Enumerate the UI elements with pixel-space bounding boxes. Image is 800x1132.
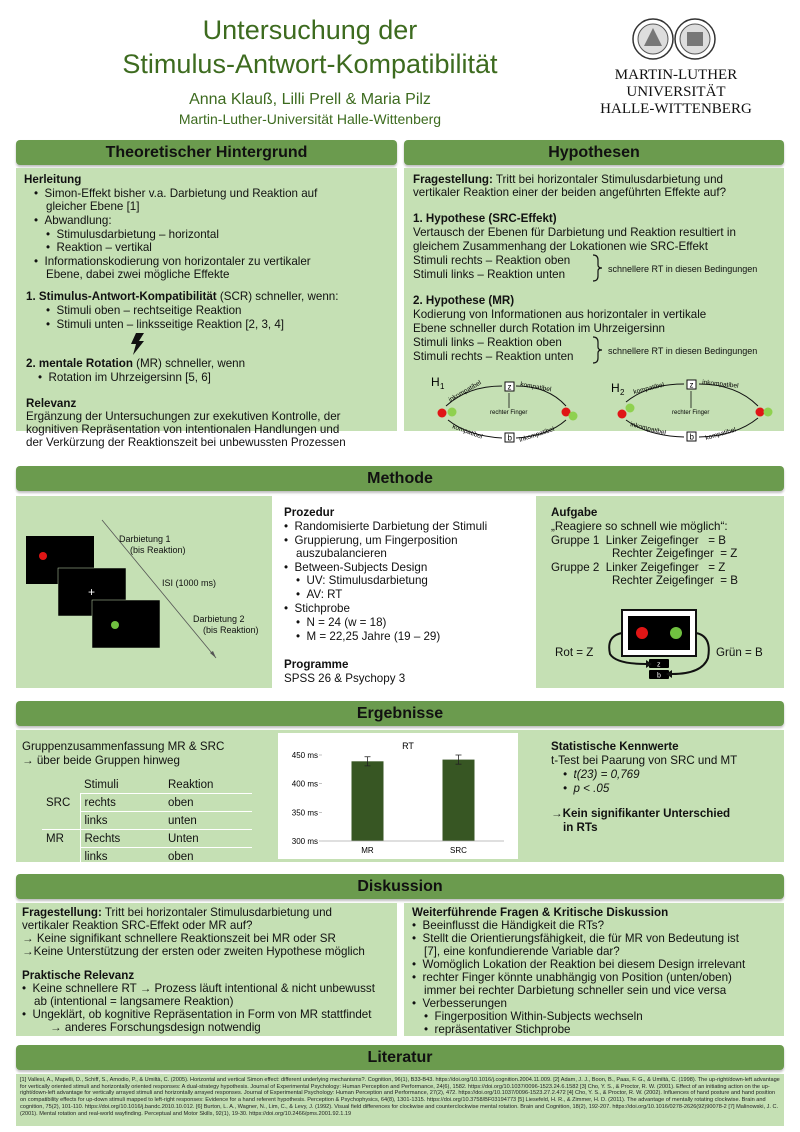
key-z: z bbox=[657, 661, 661, 669]
h-bullet2a: • Stimulusdarbietung – horizontal bbox=[46, 228, 219, 241]
disc-q-l4: →Keine Unterstützung der ersten oder zweiten Hypothese möglich bbox=[22, 945, 365, 958]
response-mapping-figure bbox=[588, 606, 728, 684]
results-table bbox=[42, 776, 252, 865]
h1-l4: Stimuli links – Reaktion unten bbox=[413, 268, 566, 281]
text: Womöglich Lokation der Reaktion bei diesem Design irrelevant bbox=[422, 958, 746, 971]
disc-q-l2: vertikaler Reaktion SRC-Effekt oder MR auf? bbox=[22, 919, 253, 932]
text: Ungeklärt, ob kognitive Repräsentation in Form von MR stattfindet bbox=[32, 1008, 372, 1021]
prak-b1-l1: • Keine schnellere RT → Prozess läuft intentional & nicht unbewusst bbox=[22, 982, 375, 995]
rot-label: Rot = Z bbox=[555, 646, 594, 659]
mr-heading bbox=[26, 357, 245, 371]
text: Stichprobe bbox=[294, 602, 350, 615]
logo-text-line1: MARTIN-LUTHER bbox=[614, 67, 738, 83]
prog-text: SPSS 26 & Psychopy 3 bbox=[284, 672, 406, 685]
summary-l1: Gruppenzusammenfassung MR & SRC bbox=[22, 740, 225, 753]
h2-l2: Ebene schneller durch Rotation im Uhrzeigersinn bbox=[413, 322, 665, 335]
table-header: Reaktion bbox=[164, 776, 252, 794]
d1-kompatibel-top: kompatibel bbox=[519, 381, 552, 394]
proc-b4: • Stichprobe bbox=[284, 602, 350, 615]
y-tick-label: 300 ms bbox=[291, 837, 318, 846]
summary-l2: → über beide Gruppen hinweg bbox=[22, 754, 180, 767]
text: Fingerposition Within-Subjects wechseln bbox=[434, 1010, 643, 1023]
scr-heading bbox=[26, 290, 338, 304]
table-cell bbox=[42, 848, 80, 866]
text: t(23) = 0,769 bbox=[573, 768, 640, 781]
table-cell: rechts bbox=[80, 794, 164, 812]
disc-q-l3: → Keine signifikant schnellere Reaktionszeit bei MR oder SR bbox=[22, 932, 336, 945]
table-header: Stimuli bbox=[80, 776, 164, 794]
discussion-banner bbox=[16, 874, 784, 899]
method-banner bbox=[16, 466, 784, 491]
group1-a: Gruppe 1 Linker Zeigefinger = B bbox=[551, 534, 726, 547]
table-cell: links bbox=[84, 850, 108, 863]
text: Stellt die Orientierungsfähigkeit, die für MR von Bedeutung ist bbox=[422, 932, 739, 945]
prak-title: Praktische Relevanz bbox=[22, 969, 135, 982]
text: Beeinflusst die Händigkeit die RTs? bbox=[422, 919, 605, 932]
d2-inkompatibel-bottom: inkompatibel bbox=[629, 421, 667, 437]
screen-2 bbox=[92, 600, 160, 648]
green-dot bbox=[626, 404, 635, 413]
h1-note: schnellere RT in diesen Bedingungen bbox=[608, 264, 758, 274]
h1-l2: gleichem Zusammenhang der Lokationen wie SRC-Effekt bbox=[413, 240, 708, 253]
green-dot bbox=[569, 412, 578, 421]
text: Gruppierung, um Fingerposition bbox=[294, 534, 458, 547]
table-header bbox=[42, 776, 80, 794]
h-bullet3-l2: Ebene, dabei zwei mögliche Effekte bbox=[46, 268, 230, 281]
hypotheses-banner bbox=[404, 140, 784, 165]
text: Reaktion – vertikal bbox=[56, 241, 152, 254]
y-tick-label: 400 ms bbox=[291, 779, 318, 789]
table-cell: Unten bbox=[164, 830, 252, 848]
rt-bar-chart bbox=[278, 733, 518, 859]
group2-a: Gruppe 2 Linker Zeigefinger = Z bbox=[551, 561, 726, 574]
results-banner bbox=[16, 701, 784, 726]
stimulus-sequence-figure bbox=[16, 496, 272, 688]
h2-l4: Stimuli rechts – Reaktion unten bbox=[413, 350, 574, 363]
discussion-heading: Diskussion bbox=[357, 878, 443, 895]
table-cell: unten bbox=[164, 812, 252, 830]
table-row bbox=[42, 848, 252, 866]
further-b4-l2: immer bei rechter Darbietung schneller sein und vice versa bbox=[424, 984, 727, 997]
proc-b3a: • UV: Stimulusdarbietung bbox=[296, 574, 428, 587]
green-stimulus bbox=[670, 627, 682, 639]
bar-mr bbox=[352, 761, 384, 841]
proc-b3: • Between-Subjects Design bbox=[284, 561, 428, 574]
scr-bullet1: • Stimuli oben – rechtseitige Reaktion bbox=[46, 304, 242, 317]
stim-d1-l1: Darbietung 1 bbox=[119, 534, 171, 544]
text: repräsentativer Stichprobe bbox=[434, 1023, 571, 1036]
table-cell: oben bbox=[168, 850, 194, 863]
stats-b2: • p < .05 bbox=[563, 782, 610, 795]
chart-title: RT bbox=[402, 741, 414, 751]
university-seal-logo bbox=[632, 16, 716, 62]
bar-src bbox=[443, 760, 475, 841]
red-dot bbox=[438, 409, 447, 418]
h2-l3: Stimuli links – Reaktion oben bbox=[413, 336, 562, 349]
red-dot bbox=[618, 410, 627, 419]
stim-d2-l1: Darbietung 2 bbox=[193, 614, 245, 624]
green-dot bbox=[764, 408, 773, 417]
text: UV: Stimulusdarbietung bbox=[306, 574, 428, 587]
d2-sub: 2 bbox=[620, 388, 625, 397]
text: Informationskodierung von horizontaler zu vertikaler bbox=[44, 255, 311, 268]
q-bold: Fragestellung: bbox=[413, 173, 493, 186]
stim-d2-l2: (bis Reaktion) bbox=[203, 625, 259, 635]
text: Simon-Effekt bisher v.a. Darbietung und Reaktion auf bbox=[44, 187, 318, 200]
green-stimulus bbox=[111, 621, 119, 629]
scr-rest: (SCR) schneller, wenn: bbox=[216, 290, 339, 303]
text: AV: RT bbox=[306, 588, 343, 601]
text: p < .05 bbox=[573, 782, 610, 795]
logo-text-line2: UNIVERSITÄT bbox=[626, 84, 726, 100]
disc-q-rest: Tritt bei horizontaler Stimulusdarbietung und bbox=[101, 906, 332, 919]
key-z: z bbox=[689, 380, 694, 390]
text: Abwandlung: bbox=[44, 214, 112, 227]
red-stimulus bbox=[39, 552, 47, 560]
d1-inkompatibel-top: inkompatibel bbox=[447, 379, 483, 404]
d2-finger: rechter Finger bbox=[672, 410, 710, 416]
references-text: [1] Vallesi, A., Mapelli, D., Schiff, S., Amodio, P., & Umiltà, C. (2005). Horizontal and vertical Simon effect: different underlying mechanisms?. Cognition, 96(1), B33-B43. https://doi.org/10.1016/j.cognition.2004.11.009. [2] Adam, J. J., Boon, B., Paas, F. G., & Umiltà, C. (1998). The up-right/down-left advantage for vertically oriented stimuli and horizontally oriented responses: A dual-strategy hypothesis. Journal of Experimental Psychology: Human Perception and Performance, 24(6), 1582. https://doi.org/10.1037/0096-1523.24.6.1582 [3] Cho, Y. S., & Proctor, R. W. (2001). Effect of an initiating action on the up-right/down-left advantage for vertically arrayed stimuli and horizontally arrayed responses. Journal of Experimental Psychology: Human Perception and Performance, 27(2), 472. https://doi.org/10.1037/0096-1523.27.2.472 [4] Cho, Y. S., & Proctor, R. W. (2002). Influences of hand posture and hand position on compatibility effects for up-down stimuli mapped to left-right responses: Evidence for a hand referent hypothesis. Perception & Psychophysics, 64(8), 1301-1315. https://doi.org/10.3758/BF03194773 [5] Liesefeld, H. R., & Zimmer, H. D. (2011). The advantage of mentally rotating clockwise. Brain and cognition, 75(2), 101-110. https://doi.org/10.1016/j.bandc.2010.10.012. [6] Burton, L. A., Wagner, N., Lim, C., & Levy, J. (1992). Visual field differences for clockwise and counterclockwise mental rotation. Brain and Cognition, 18(2), 192-207. https://doi.org/10.1016/0278-2626(92)90078-2 [7] Malinowski, J. C. (2001). Mental rotation and real-world wayfinding. Perceptual and Motor Skills, 92(1), 19-30. https://doi.org/10.2466/pms.2001.92.1.19 bbox=[20, 1077, 780, 1117]
task-title: Aufgabe bbox=[551, 506, 598, 519]
gruen-label: Grün = B bbox=[716, 646, 763, 659]
prak-b2: • Ungeklärt, ob kognitive Repräsentation in Form von MR stattfindet bbox=[22, 1008, 372, 1021]
hyp-question-l2: vertikaler Reaktion einer der beiden angeführten Effekte auf? bbox=[413, 186, 727, 199]
text: Rotation im Uhrzeigersinn [5, 6] bbox=[48, 371, 211, 384]
mr-bold: 2. mentale Rotation bbox=[26, 357, 133, 370]
h-bullet2: • Abwandlung: bbox=[34, 214, 112, 227]
d2-label: H bbox=[611, 381, 620, 395]
theory-heading: Theoretischer Hintergrund bbox=[105, 144, 308, 161]
text: Between-Subjects Design bbox=[294, 561, 428, 574]
key-z: z bbox=[507, 382, 512, 392]
prak-b2-l2: → anderes Forschungsdesign notwendig bbox=[50, 1021, 261, 1034]
text: N = 24 (w = 18) bbox=[306, 616, 387, 629]
text: Stimuli oben – rechtseitige Reaktion bbox=[56, 304, 242, 317]
further-b5: • Verbesserungen bbox=[412, 997, 507, 1010]
hypothesis-diagram-h2 bbox=[608, 372, 778, 444]
stim-d1-l2: (bis Reaktion) bbox=[130, 545, 186, 555]
h-bullet2b: • Reaktion – vertikal bbox=[46, 241, 152, 254]
literature-heading: Literatur bbox=[367, 1049, 433, 1066]
h2-brace bbox=[592, 336, 604, 364]
key-b: b bbox=[689, 432, 694, 442]
task-question: „Reagiere so schnell wie möglich“: bbox=[551, 520, 728, 533]
scr-bold: 1. Stimulus-Antwort-Kompatibilität bbox=[26, 290, 217, 303]
conclusion-l2: in RTs bbox=[563, 821, 598, 834]
group2-b: Rechter Zeigefinger = B bbox=[612, 574, 738, 587]
further-b3: • Womöglich Lokation der Reaktion bei diesem Design irrelevant bbox=[412, 958, 746, 971]
d1-finger: rechter Finger bbox=[490, 410, 528, 416]
table-row bbox=[42, 812, 252, 830]
theory-banner bbox=[16, 140, 397, 165]
further-b4-l1: • rechter Finger könnte unabhängig von Position (unten/oben) bbox=[412, 971, 732, 984]
table-cell: Rechts bbox=[80, 830, 164, 848]
mr-bullet1: • Rotation im Uhrzeigersinn [5, 6] bbox=[38, 371, 211, 384]
green-dot bbox=[448, 408, 457, 417]
herleitung-title: Herleitung bbox=[24, 173, 82, 186]
further-b5a: • Fingerposition Within-Subjects wechseln bbox=[424, 1010, 643, 1023]
hypotheses-heading: Hypothesen bbox=[548, 144, 640, 161]
stim-isi: ISI (1000 ms) bbox=[162, 578, 217, 588]
disc-q-bold: Fragestellung: bbox=[22, 906, 102, 919]
y-tick-label: 450 ms bbox=[291, 751, 318, 760]
h1-l1: Vertausch der Ebenen für Darbietung und Reaktion resultiert in bbox=[413, 226, 736, 239]
table-row bbox=[42, 830, 252, 848]
h-bullet1-l1: • Simon-Effekt bisher v.a. Darbietung und Reaktion auf bbox=[34, 187, 318, 200]
poster-title-line2: Stimulus-Antwort-Kompatibilität bbox=[122, 49, 498, 79]
relevanz-l3: der Verkürzung der Reaktionszeit bei unbewussten Prozessen bbox=[26, 436, 346, 449]
table-header-row bbox=[42, 776, 252, 794]
text: Stimuli unten – linksseitige Reaktion [2, 3, 4] bbox=[56, 318, 285, 331]
d1-label: H bbox=[431, 375, 440, 389]
relevanz-l2: kognitiven Repräsentation von intentionalen Handlungen und bbox=[26, 423, 340, 436]
text: Stimulusdarbietung – horizontal bbox=[56, 228, 219, 241]
d2-kompatibel-bottom: kompatibel bbox=[704, 426, 737, 442]
red-dot bbox=[756, 408, 765, 417]
text: Randomisierte Darbietung der Stimuli bbox=[294, 520, 488, 533]
red-stimulus bbox=[636, 627, 648, 639]
stats-l1: t-Test bei Paarung von SRC und MT bbox=[551, 754, 738, 767]
proc-b2-l1: • Gruppierung, um Fingerposition bbox=[284, 534, 458, 547]
q-rest: Tritt bei horizontaler Stimulusdarbietung und bbox=[492, 173, 723, 186]
conclusion-l1: →Kein signifikanter Unterschied bbox=[551, 807, 731, 820]
table-cell: MR bbox=[42, 830, 80, 848]
mr-rest: (MR) schneller, wenn bbox=[132, 357, 246, 370]
hypothesis-diagram-h1 bbox=[428, 372, 584, 444]
table-cell bbox=[42, 812, 80, 830]
disc-q-l1 bbox=[22, 906, 332, 920]
method-heading: Methode bbox=[367, 470, 433, 487]
d2-kompatibel-top: kompatibel bbox=[632, 381, 665, 396]
h1-l3: Stimuli rechts – Reaktion oben bbox=[413, 254, 571, 267]
table-cell: oben bbox=[164, 794, 252, 812]
d2-inkompatibel-top: inkompatibel bbox=[701, 379, 739, 390]
d1-sub: 1 bbox=[440, 382, 445, 391]
further-b2-l2: [7], eine konfundierende Variable dar? bbox=[424, 945, 620, 958]
key-b: b bbox=[507, 433, 512, 443]
group1-b: Rechter Zeigefinger = Z bbox=[612, 547, 738, 560]
affiliation: Martin-Luther-Universität Halle-Wittenberg bbox=[178, 111, 442, 127]
stats-title: Statistische Kennwerte bbox=[551, 740, 679, 753]
key-b: b bbox=[657, 672, 661, 680]
prak-b1-l2: ab (intentional = langsamere Reaktion) bbox=[34, 995, 234, 1008]
h-bullet3-l1: • Informationskodierung von horizontaler zu vertikaler bbox=[34, 255, 311, 268]
x-tick-label: MR bbox=[361, 846, 374, 855]
text: Verbesserungen bbox=[422, 997, 507, 1010]
scr-bullet2: • Stimuli unten – linksseitige Reaktion [2, 3, 4] bbox=[46, 318, 285, 331]
results-heading: Ergebnisse bbox=[356, 705, 444, 722]
stats-b1: • t(23) = 0,769 bbox=[563, 768, 640, 781]
further-b1: • Beeinflusst die Händigkeit die RTs? bbox=[412, 919, 605, 932]
text: M = 22,25 Jahre (19 – 29) bbox=[306, 630, 441, 643]
table-cell: links bbox=[80, 812, 164, 830]
y-tick-label: 350 ms bbox=[291, 808, 318, 818]
proc-b2-l2: auszubalancieren bbox=[296, 547, 387, 560]
text: rechter Finger könnte unabhängig von Position (unten/oben) bbox=[422, 971, 732, 984]
proc-b4a: • N = 24 (w = 18) bbox=[296, 616, 387, 629]
further-b5b: • repräsentativer Stichprobe bbox=[424, 1023, 571, 1036]
proc-title: Prozedur bbox=[284, 506, 335, 519]
proc-b4b: • M = 22,25 Jahre (19 – 29) bbox=[296, 630, 441, 643]
proc-b3b: • AV: RT bbox=[296, 588, 343, 601]
further-title: Weiterführende Fragen & Kritische Diskussion bbox=[412, 906, 669, 919]
d1-kompatibel-bottom: kompatibel bbox=[451, 423, 484, 441]
h-bullet1-l2: gleicher Ebene [1] bbox=[46, 200, 140, 213]
literature-banner bbox=[16, 1045, 784, 1070]
relevanz-l1: Ergänzung der Untersuchungen zur exekutiven Kontrolle, der bbox=[26, 410, 341, 423]
h2-note: schnellere RT in diesen Bedingungen bbox=[608, 346, 758, 356]
h2-title: 2. Hypothese (MR) bbox=[413, 294, 515, 307]
poster-title-line1: Untersuchung der bbox=[202, 15, 418, 45]
prog-title: Programme bbox=[284, 658, 349, 671]
h1-title: 1. Hypothese (SRC-Effekt) bbox=[413, 212, 557, 225]
logo-text-line3: HALLE-WITTENBERG bbox=[600, 101, 752, 117]
fixation-cross: + bbox=[88, 585, 96, 599]
h1-brace bbox=[592, 254, 604, 282]
authors: Anna Klauß, Lilli Prell & Maria Pilz bbox=[189, 91, 431, 108]
d1-inkompatibel-bottom: inkompatibel bbox=[518, 425, 556, 444]
proc-b1: • Randomisierte Darbietung der Stimuli bbox=[284, 520, 488, 533]
table-cell: SRC bbox=[42, 794, 80, 812]
table-row bbox=[42, 794, 252, 812]
text: Keine schnellere RT → Prozess läuft intentional & nicht unbewusst bbox=[32, 982, 375, 995]
lightning-icon bbox=[130, 333, 146, 355]
further-b2-l1: • Stellt die Orientierungsfähigkeit, die für MR von Bedeutung ist bbox=[412, 932, 739, 945]
hyp-question-l1 bbox=[413, 173, 723, 187]
relevanz-title: Relevanz bbox=[26, 397, 77, 410]
x-tick-label: SRC bbox=[450, 846, 467, 855]
h2-l1: Kodierung von Informationen aus horizontaler in vertikale bbox=[413, 308, 707, 321]
